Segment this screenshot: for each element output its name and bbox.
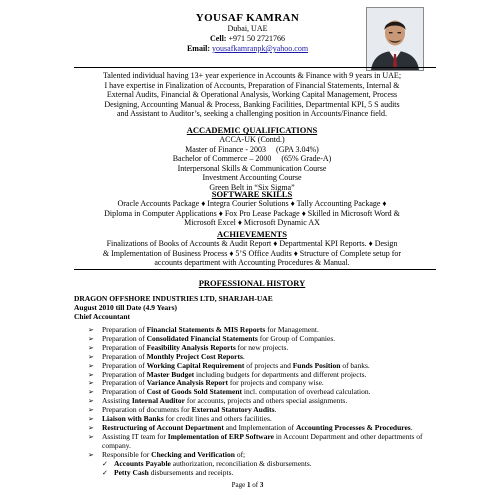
arrow-bullet-icon: ➢ xyxy=(88,343,94,352)
candidate-name: YOUSAF KAMRAN xyxy=(195,12,300,24)
duty-text: Feasibility Analysis Reports xyxy=(146,342,236,352)
duty-text: Internal Auditor xyxy=(131,396,185,406)
checkmark-icon: ✓ xyxy=(102,468,108,477)
software-section xyxy=(66,189,438,228)
duty-text: Preparation of xyxy=(102,369,147,379)
duty-text: Working Capital Requirement xyxy=(146,360,245,370)
achievements-title: ACHIEVEMENTS xyxy=(217,229,287,239)
duty-text: Preparation of xyxy=(102,387,147,397)
duty-text: . xyxy=(410,422,413,432)
duty-text: Preparation of documents for xyxy=(102,405,192,415)
duty-text: Financial Statements & MIS Reports xyxy=(146,325,266,334)
arrow-bullet-icon: ➢ xyxy=(88,397,94,406)
duty-text: Responsible for xyxy=(102,449,152,459)
duty-text: Monthly Project Cost Reports xyxy=(146,351,243,361)
footer-current-page: 1 xyxy=(247,481,251,489)
duty-text: Preparation of xyxy=(102,333,147,343)
duty-text: Master Budget xyxy=(146,369,195,379)
duty-text: Preparation of xyxy=(102,351,147,361)
cell-label: Cell: xyxy=(210,34,227,43)
duty-text: Accounting Processes & Procedures xyxy=(295,422,411,432)
arrow-bullet-icon: ➢ xyxy=(88,370,94,379)
duty-text: including budgets for departments and different projects. xyxy=(194,369,367,379)
duty-text: . xyxy=(242,351,245,361)
duty-text: Assisting xyxy=(102,396,132,406)
duty-text: for Group of Companies. xyxy=(257,333,336,343)
academic-line: Green Belt in “Six Sigma” xyxy=(209,182,295,192)
sub-duty-text: Accounts Payable xyxy=(114,458,171,468)
header-divider xyxy=(74,67,436,68)
duty-text: . xyxy=(274,405,277,415)
duty-text: in Account Department and other departments of company. xyxy=(102,431,423,450)
arrow-bullet-icon: ➢ xyxy=(88,334,94,343)
achievement-line: & Implementation of Business Process ♦ 5’S Office Audits ♦ Structure of Complete setup for xyxy=(102,248,402,258)
footer-page-word: Page xyxy=(231,481,247,489)
employer-block xyxy=(74,294,434,321)
duty-text: Preparation of xyxy=(102,325,147,334)
duty-text: Funds Position xyxy=(292,360,341,370)
duty-text: for new projects. xyxy=(235,342,289,352)
duty-text: of projects and xyxy=(244,360,293,370)
duty-item xyxy=(88,433,438,451)
duty-text: for Management. xyxy=(265,325,319,334)
academic-line: Bachelor of Commerce – 2000 (65% Grade-A) xyxy=(172,154,332,163)
summary-line: and Assistant to Auditor’s, seeking a challenging position in Accounts/Finance field. xyxy=(116,109,388,118)
arrow-bullet-icon: ➢ xyxy=(88,432,94,441)
software-line: Diploma in Computer Applications ♦ Fox Pro Lease Package ♦ Skilled in Microsoft Word & xyxy=(104,208,400,218)
duty-text: Assisting IT team for xyxy=(102,431,168,441)
history-divider xyxy=(74,269,436,270)
software-line: Oracle Accounts Package ♦ Integra Courier Solutions ♦ Tally Accounting Package ♦ xyxy=(117,199,387,208)
history-title: PROFESSIONAL HISTORY xyxy=(198,278,306,288)
email-link[interactable]: yousafkamranpk@yahoo.com xyxy=(212,44,309,53)
duties-list xyxy=(88,326,438,477)
software-title: SOFTWARE SKILLS xyxy=(211,189,293,199)
duty-text: Preparation of xyxy=(102,378,147,388)
achievement-line: Finalizations of Books of Accounts & Audit Report ♦ Departmental KPI Reports. ♦ Design xyxy=(106,239,398,248)
academic-title: ACCADEMIC QUALIFICATIONS xyxy=(186,125,318,135)
duty-text: of banks. xyxy=(340,360,370,370)
duty-text: Implementation of ERP Software xyxy=(167,431,274,441)
academic-line: Interpersonal Skills & Communication Course xyxy=(177,163,327,173)
duty-text: External Statutory Audits xyxy=(191,405,275,415)
arrow-bullet-icon: ➢ xyxy=(88,415,94,424)
duty-text: Consolidated Financial Statements xyxy=(146,333,258,343)
academic-line: Master of Finance - 2003 (GPA 3.04%) xyxy=(185,144,319,154)
profile-photo xyxy=(366,7,424,71)
history-heading xyxy=(66,278,438,288)
software-line: Microsoft Excel ♦ Microsoft Dynamic AX xyxy=(184,218,320,227)
sub-duty-text: disbursements and receipts. xyxy=(148,467,234,477)
location: Dubai, UAE xyxy=(227,24,268,33)
arrow-bullet-icon: ➢ xyxy=(88,388,94,397)
cell-line xyxy=(100,34,395,44)
duty-text: incl. computation of overhead calculation. xyxy=(242,387,371,397)
page-footer xyxy=(0,481,495,489)
summary-line: Designing, Accounting Manual & Process, Banking Facilities, Departmental KPI, 5 S audits xyxy=(104,99,400,109)
job-title: Chief Accountant xyxy=(74,312,131,321)
person-photo-icon xyxy=(367,8,423,70)
achievement-line: accounts department with Accounting Procedures & Manual. xyxy=(154,258,350,267)
cell-value: +971 50 2721766 xyxy=(228,34,285,43)
arrow-bullet-icon: ➢ xyxy=(88,352,94,361)
summary-line: Talented individual having 13+ year experience in Accounts & Finance with 9 years in UAE; xyxy=(102,71,402,80)
arrow-bullet-icon: ➢ xyxy=(88,423,94,432)
academic-line: ACCA-UK (Contd.) xyxy=(219,135,285,144)
checkmark-icon: ✓ xyxy=(102,459,108,468)
academic-line: Investment Accounting Course xyxy=(202,173,302,182)
summary-paragraph xyxy=(66,71,438,119)
duty-text: Checking and Verification xyxy=(151,449,235,459)
sub-duty-text: Petty Cash xyxy=(114,467,149,477)
duty-text: of; xyxy=(234,449,246,459)
duty-text: and Implementation of xyxy=(223,422,296,432)
email-label: Email: xyxy=(186,44,211,53)
summary-line: I have expertise in Finalization of Accounts, Preparation of Financial Statements, Internal & xyxy=(104,80,400,90)
employment-period: August 2010 till Date (4.9 Years) xyxy=(74,303,178,312)
header xyxy=(100,12,395,54)
email-line xyxy=(100,44,395,54)
arrow-bullet-icon: ➢ xyxy=(88,406,94,415)
duty-text: for projects and company wise. xyxy=(227,378,324,388)
duty-text: Variance Analysis Report xyxy=(146,378,228,388)
academic-section xyxy=(66,125,438,192)
footer-of-word: of xyxy=(250,481,260,489)
duty-text: Preparation of xyxy=(102,360,147,370)
duty-text: Cost of Goods Sold Statement xyxy=(146,387,242,397)
company-name: DRAGON OFFSHORE INDUSTRIES LTD, SHARJAH-UAE xyxy=(74,294,273,303)
duty-text: Liaison with Banks xyxy=(102,414,164,424)
duty-text: Restructuring of Account Department xyxy=(102,422,224,432)
footer-total-pages: 3 xyxy=(259,481,264,489)
duty-text: Preparation of xyxy=(102,342,147,352)
arrow-bullet-icon: ➢ xyxy=(88,379,94,388)
achievements-section xyxy=(66,229,438,268)
arrow-bullet-icon: ➢ xyxy=(88,361,94,370)
sub-duty-item xyxy=(88,469,438,478)
duty-text: for credit lines and others facilities. xyxy=(163,414,272,424)
summary-line: External Audits, Financial & Operational Analysis, Working Capital Management, Process xyxy=(106,90,398,99)
sub-duty-text: authorization, reconciliation & disbursements. xyxy=(170,458,312,468)
duty-text: for accounts, projects and others special assignments. xyxy=(184,396,348,406)
arrow-bullet-icon: ➢ xyxy=(88,450,94,459)
arrow-bullet-icon: ➢ xyxy=(88,326,94,334)
